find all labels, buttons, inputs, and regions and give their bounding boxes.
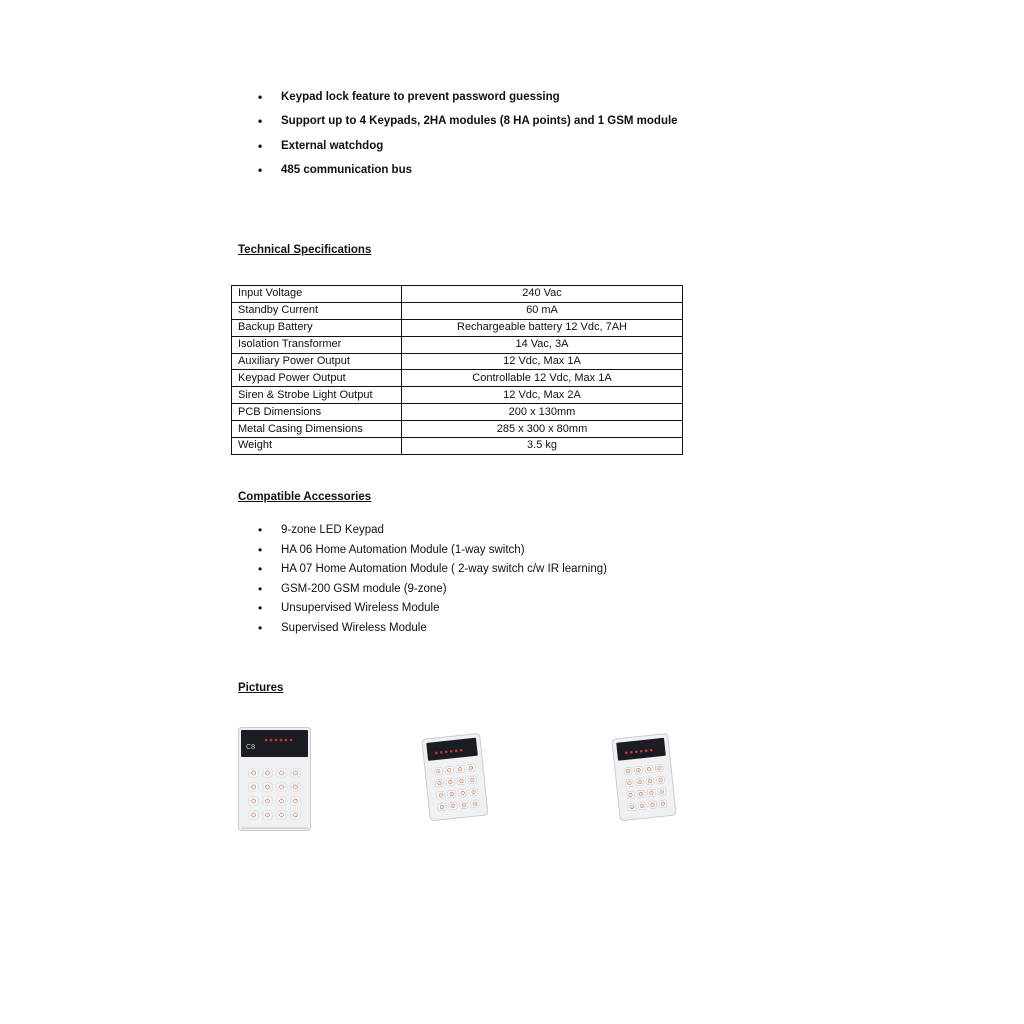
table-row bbox=[232, 438, 683, 455]
keypad-key bbox=[637, 790, 645, 798]
table-row bbox=[232, 319, 683, 336]
keypad-key bbox=[277, 769, 286, 777]
keypad-key bbox=[626, 791, 634, 799]
keypad-key bbox=[291, 811, 300, 819]
keypad-key bbox=[634, 766, 642, 774]
table-row bbox=[232, 421, 683, 438]
spec-value: 12 Vdc, Max 2A bbox=[402, 387, 683, 404]
keypad-key bbox=[647, 789, 655, 797]
keypad-key bbox=[468, 776, 477, 784]
keypad-angled-photo bbox=[421, 732, 492, 823]
keypad-key bbox=[263, 811, 272, 819]
keypad-key bbox=[624, 767, 632, 775]
spec-label: Input Voltage bbox=[232, 286, 402, 303]
table-row bbox=[232, 353, 683, 370]
keypad-key bbox=[458, 789, 467, 797]
keypad-key bbox=[470, 800, 479, 808]
keypad-key bbox=[249, 797, 258, 805]
specifications-table bbox=[231, 285, 683, 455]
keypad-key bbox=[445, 766, 454, 774]
keypad-key bbox=[291, 769, 300, 777]
keypad-key bbox=[277, 797, 286, 805]
accessory-item: • HA 06 Home Automation Module (1-way switch) bbox=[258, 542, 607, 562]
spec-value: 240 Vac bbox=[402, 286, 683, 303]
keypad-key bbox=[249, 783, 258, 791]
keypad-key bbox=[656, 776, 664, 784]
table-row bbox=[232, 286, 683, 303]
keypad-key bbox=[434, 767, 443, 775]
spec-label: Backup Battery bbox=[232, 319, 402, 336]
spec-label: Metal Casing Dimensions bbox=[232, 421, 402, 438]
spec-value: 60 mA bbox=[402, 302, 683, 319]
table-row bbox=[232, 370, 683, 387]
feature-list bbox=[258, 88, 678, 185]
spec-value: Controllable 12 Vdc, Max 1A bbox=[402, 370, 683, 387]
spec-label: Auxiliary Power Output bbox=[232, 353, 402, 370]
table-row bbox=[232, 302, 683, 319]
feature-item: • External watchdog bbox=[258, 137, 678, 161]
keypad-key bbox=[655, 764, 663, 772]
accessory-item: • 9-zone LED Keypad bbox=[258, 522, 607, 542]
spec-label: Weight bbox=[232, 438, 402, 455]
table-row bbox=[232, 404, 683, 421]
keypad-key bbox=[628, 803, 636, 811]
keypad-key bbox=[446, 778, 455, 786]
keypad-key bbox=[449, 802, 458, 810]
keypad-key bbox=[649, 801, 657, 809]
keypad-key bbox=[291, 783, 300, 791]
spec-value: 3.5 kg bbox=[402, 438, 683, 455]
led-indicator bbox=[270, 739, 273, 742]
keypad-key bbox=[645, 765, 653, 773]
keypad-key bbox=[435, 779, 444, 787]
svg-text:C8: C8 bbox=[246, 743, 256, 751]
spec-label: PCB Dimensions bbox=[232, 404, 402, 421]
keypad-key bbox=[291, 797, 300, 805]
keypad-key bbox=[467, 764, 476, 772]
compatible-accessories-heading: Compatible Accessories bbox=[238, 491, 372, 503]
keypad-key bbox=[457, 777, 466, 785]
keypad-angled-photo bbox=[611, 732, 680, 823]
keypad-key bbox=[436, 791, 445, 799]
keypad-key bbox=[469, 788, 478, 796]
accessory-item: • GSM-200 GSM module (9-zone) bbox=[258, 581, 607, 601]
accessory-item: • Supervised Wireless Module bbox=[258, 620, 607, 640]
spec-value: 285 x 300 x 80mm bbox=[402, 421, 683, 438]
feature-item: • 485 communication bus bbox=[258, 161, 678, 185]
keypad-front-photo bbox=[238, 727, 311, 831]
keypad-key bbox=[456, 765, 465, 773]
keypad-key bbox=[659, 800, 667, 808]
table-row bbox=[232, 387, 683, 404]
technical-specifications-heading: Technical Specifications bbox=[238, 244, 372, 256]
spec-value: 12 Vdc, Max 1A bbox=[402, 353, 683, 370]
keypad-key bbox=[638, 802, 646, 810]
keypad-key bbox=[263, 797, 272, 805]
keypad-key bbox=[636, 778, 644, 786]
led-indicator bbox=[280, 739, 283, 742]
spec-label: Siren & Strobe Light Output bbox=[232, 387, 402, 404]
keypad-key bbox=[646, 777, 654, 785]
led-indicator bbox=[265, 739, 268, 742]
keypad-key bbox=[447, 790, 456, 798]
keypad-key bbox=[263, 769, 272, 777]
keypad-key bbox=[658, 788, 666, 796]
keypad-key bbox=[625, 779, 633, 787]
feature-item: • Keypad lock feature to prevent password guessing bbox=[258, 88, 678, 112]
keypad-key bbox=[460, 801, 469, 809]
keypad-key bbox=[263, 783, 272, 791]
spec-label: Standby Current bbox=[232, 302, 402, 319]
led-indicator bbox=[275, 739, 278, 742]
spec-value: 14 Vac, 3A bbox=[402, 336, 683, 353]
accessory-item: • Unsupervised Wireless Module bbox=[258, 600, 607, 620]
spec-label: Keypad Power Output bbox=[232, 370, 402, 387]
led-indicator bbox=[290, 739, 293, 742]
keypad-key bbox=[277, 783, 286, 791]
pictures-heading: Pictures bbox=[238, 682, 284, 694]
spec-value: Rechargeable battery 12 Vdc, 7AH bbox=[402, 319, 683, 336]
keypad-key bbox=[277, 811, 286, 819]
led-indicator bbox=[285, 739, 288, 742]
keypad-key bbox=[249, 769, 258, 777]
spec-label: Isolation Transformer bbox=[232, 336, 402, 353]
table-row bbox=[232, 336, 683, 353]
keypad-key bbox=[438, 803, 447, 811]
accessories-list bbox=[258, 522, 607, 640]
spec-value: 200 x 130mm bbox=[402, 404, 683, 421]
keypad-key bbox=[249, 811, 258, 819]
feature-item: • Support up to 4 Keypads, 2HA modules (8 HA points) and 1 GSM module bbox=[258, 112, 678, 136]
accessory-item: • HA 07 Home Automation Module ( 2-way switch c/w IR learning) bbox=[258, 561, 607, 581]
